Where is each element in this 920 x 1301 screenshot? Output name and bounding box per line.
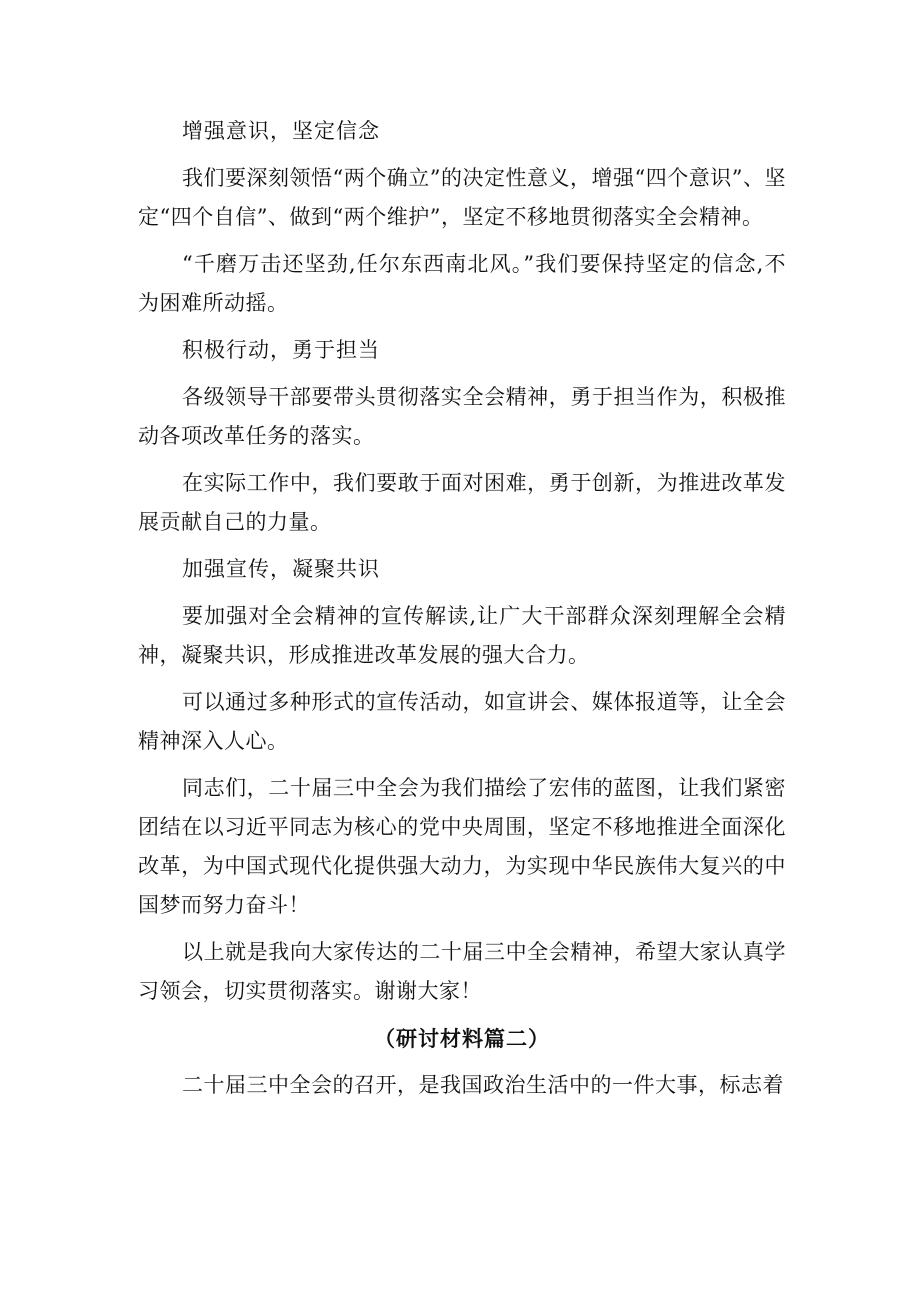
paragraph: 在实际工作中，我们要敢于面对困难，勇于创新，为推进改革发展贡献自己的力量。 (138, 471, 786, 534)
paragraph: 可以通过多种形式的宣传活动，如宣讲会、媒体报道等，让全会精神深入人心。 (138, 690, 786, 753)
section-title: （研讨材料篇二） (374, 1026, 550, 1051)
paragraph-quote: “千磨万击还坚劲,任尔东西南北风。”我们要保持坚定的信念,不为困难所动摇。 (138, 252, 786, 315)
document-body (138, 112, 786, 1113)
subheading-publicity: 加强宣传，凝聚共识 (182, 557, 380, 581)
paragraph-continued: 二十届三中全会的召开，是我国政治生活中的一件大事，标志着 (182, 1073, 784, 1097)
paragraph-closing: 同志们，二十届三中全会为我们描绘了宏伟的蓝图，让我们紧密团结在以习近平同志为核心的党中央周围，坚定不移地推进全面深化改革，为中国式现代化提供强大动力，为实现中华民族伟大复兴的中国梦而努力奋斗！ (138, 776, 786, 917)
paragraph: 要加强对全会精神的宣传解读,让广大干部群众深刻理解全会精神，凝聚共识，形成推进改革发展的强大合力。 (138, 604, 786, 667)
paragraph: 我们要深刻领悟“两个确立”的决定性意义，增强“四个意识”、坚定“四个自信”、做到“两个维护”，坚定不移地贯彻落实全会精神。 (138, 166, 786, 229)
subheading-strengthen-awareness: 增强意识，坚定信念 (182, 119, 380, 143)
paragraph: 各级领导干部要带头贯彻落实全会精神，勇于担当作为，积极推动各项改革任务的落实。 (138, 385, 786, 448)
paragraph-thanks: 以上就是我向大家传达的二十届三中全会精神，希望大家认真学习领会，切实贯彻落实。谢谢大家！ (138, 940, 786, 1003)
subheading-active-action: 积极行动，勇于担当 (182, 338, 380, 362)
